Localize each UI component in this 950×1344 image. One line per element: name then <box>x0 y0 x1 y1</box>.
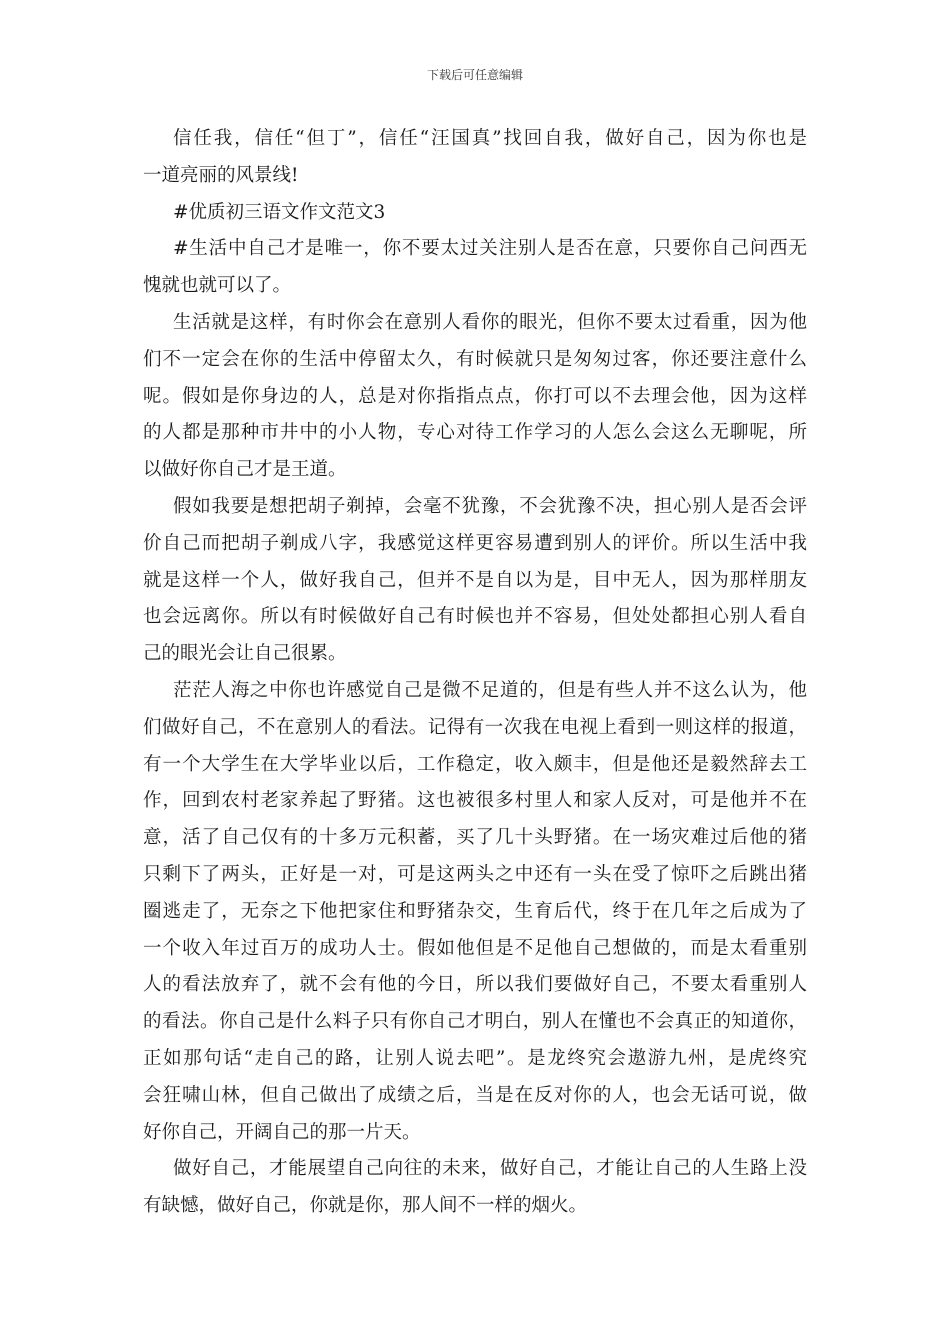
text-line: 一道亮丽的风景线! <box>143 164 299 186</box>
text-line: 假如我要是想把胡子剃掉，会毫不犹豫，不会犹豫不决，担心别人是否会评 <box>173 495 807 517</box>
text-line: 价自己而把胡子剃成八字，我感觉这样更容易遭到别人的评价。所以生活中我 <box>143 532 807 554</box>
paragraph <box>143 121 807 195</box>
text-line: 有一个大学生在大学毕业以后，工作稳定，收入颇丰，但是他还是毅然辞去工 <box>143 753 807 775</box>
text-line: 们不一定会在你的生活中停留太久，有时候就只是匆匆过客，你还要注意什么 <box>143 348 807 370</box>
paragraph <box>143 489 807 673</box>
text-line: 做好自己，才能展望自己向往的未来，做好自己，才能让自己的人生路上没 <box>173 1158 807 1180</box>
text-line: 们做好自己，不在意别人的看法。记得有一次我在电视上看到一则这样的报道， <box>143 716 807 738</box>
text-line: 生活就是这样，有时你会在意别人看你的眼光，但你不要太过看重，因为他 <box>173 311 807 333</box>
text-line: 己的眼光会让自己很累。 <box>143 643 347 665</box>
text-line: 意，活了自己仅有的十多万元积蓄，买了几十头野猪。在一场灾难过后他的猪 <box>143 827 807 849</box>
text-line: 茫茫人海之中你也许感觉自己是微不足道的，但是有些人并不这么认为，他 <box>173 679 807 701</box>
text-line: 有缺憾，做好自己，你就是你，那人间不一样的烟火。 <box>143 1195 588 1217</box>
text-line: 作，回到农村老家养起了野猪。这也被很多村里人和家人反对，可是他并不在 <box>143 790 807 812</box>
text-line: 好你自己，开阔自己的那一片天。 <box>143 1121 421 1143</box>
paragraph <box>143 305 807 489</box>
text-line: 一个收入年过百万的成功人士。假如他但是不足他自己想做的，而是太看重别 <box>143 937 807 959</box>
text-line: 就是这样一个人，做好我自己，但并不是自以为是，目中无人，因为那样朋友 <box>143 569 807 591</box>
text-line: #生活中自己才是唯一，你不要太过关注别人是否在意，只要你自己问西无 <box>173 238 807 260</box>
text-line: 也会远离你。所以有时候做好自己有时候也并不容易，但处处都担心别人看自 <box>143 606 807 628</box>
text-line: 只剩下了两头，正好是一对，可是这两头之中还有一头在受了惊吓之后跳出猪 <box>143 863 807 885</box>
text-line: 以做好你自己才是王道。 <box>143 459 347 481</box>
text-line: 圈逃走了，无奈之下他把家住和野猪杂交，生育后代，终于在几年之后成为了 <box>143 900 807 922</box>
paragraph <box>143 231 807 305</box>
text-line: 的人都是那种市井中的小人物，专心对待工作学习的人怎么会这么无聊呢，所 <box>143 422 807 444</box>
text-line: 呢。假如是你身边的人，总是对你指指点点，你打可以不去理会他，因为这样 <box>143 385 807 407</box>
document-body <box>143 121 807 1225</box>
paragraph <box>143 673 807 1151</box>
text-line: 的看法。你自己是什么料子只有你自己才明白，别人在懂也不会真正的知道你， <box>143 1011 807 1033</box>
text-line: 愧就也就可以了。 <box>143 275 292 297</box>
text-line: #优质初三语文作文范文3 <box>173 201 386 223</box>
text-line: 信任我，信任“但丁”，信任“汪国真”找回自我，做好自己，因为你也是 <box>173 128 807 149</box>
text-line: 人的看法放弃了，就不会有他的今日，所以我们要做好自己，不要太看重别人 <box>143 974 807 996</box>
paragraph <box>143 195 807 232</box>
page-header-note: 下载后可任意编辑 <box>426 68 523 82</box>
paragraph <box>143 1151 807 1225</box>
text-line: 会狂啸山林，但自己做出了成绩之后，当是在反对你的人，也会无话可说，做 <box>143 1084 807 1106</box>
text-line: 正如那句话“走自己的路，让别人说去吧”。是龙终究会遨游九州，是虎终究 <box>143 1047 807 1069</box>
